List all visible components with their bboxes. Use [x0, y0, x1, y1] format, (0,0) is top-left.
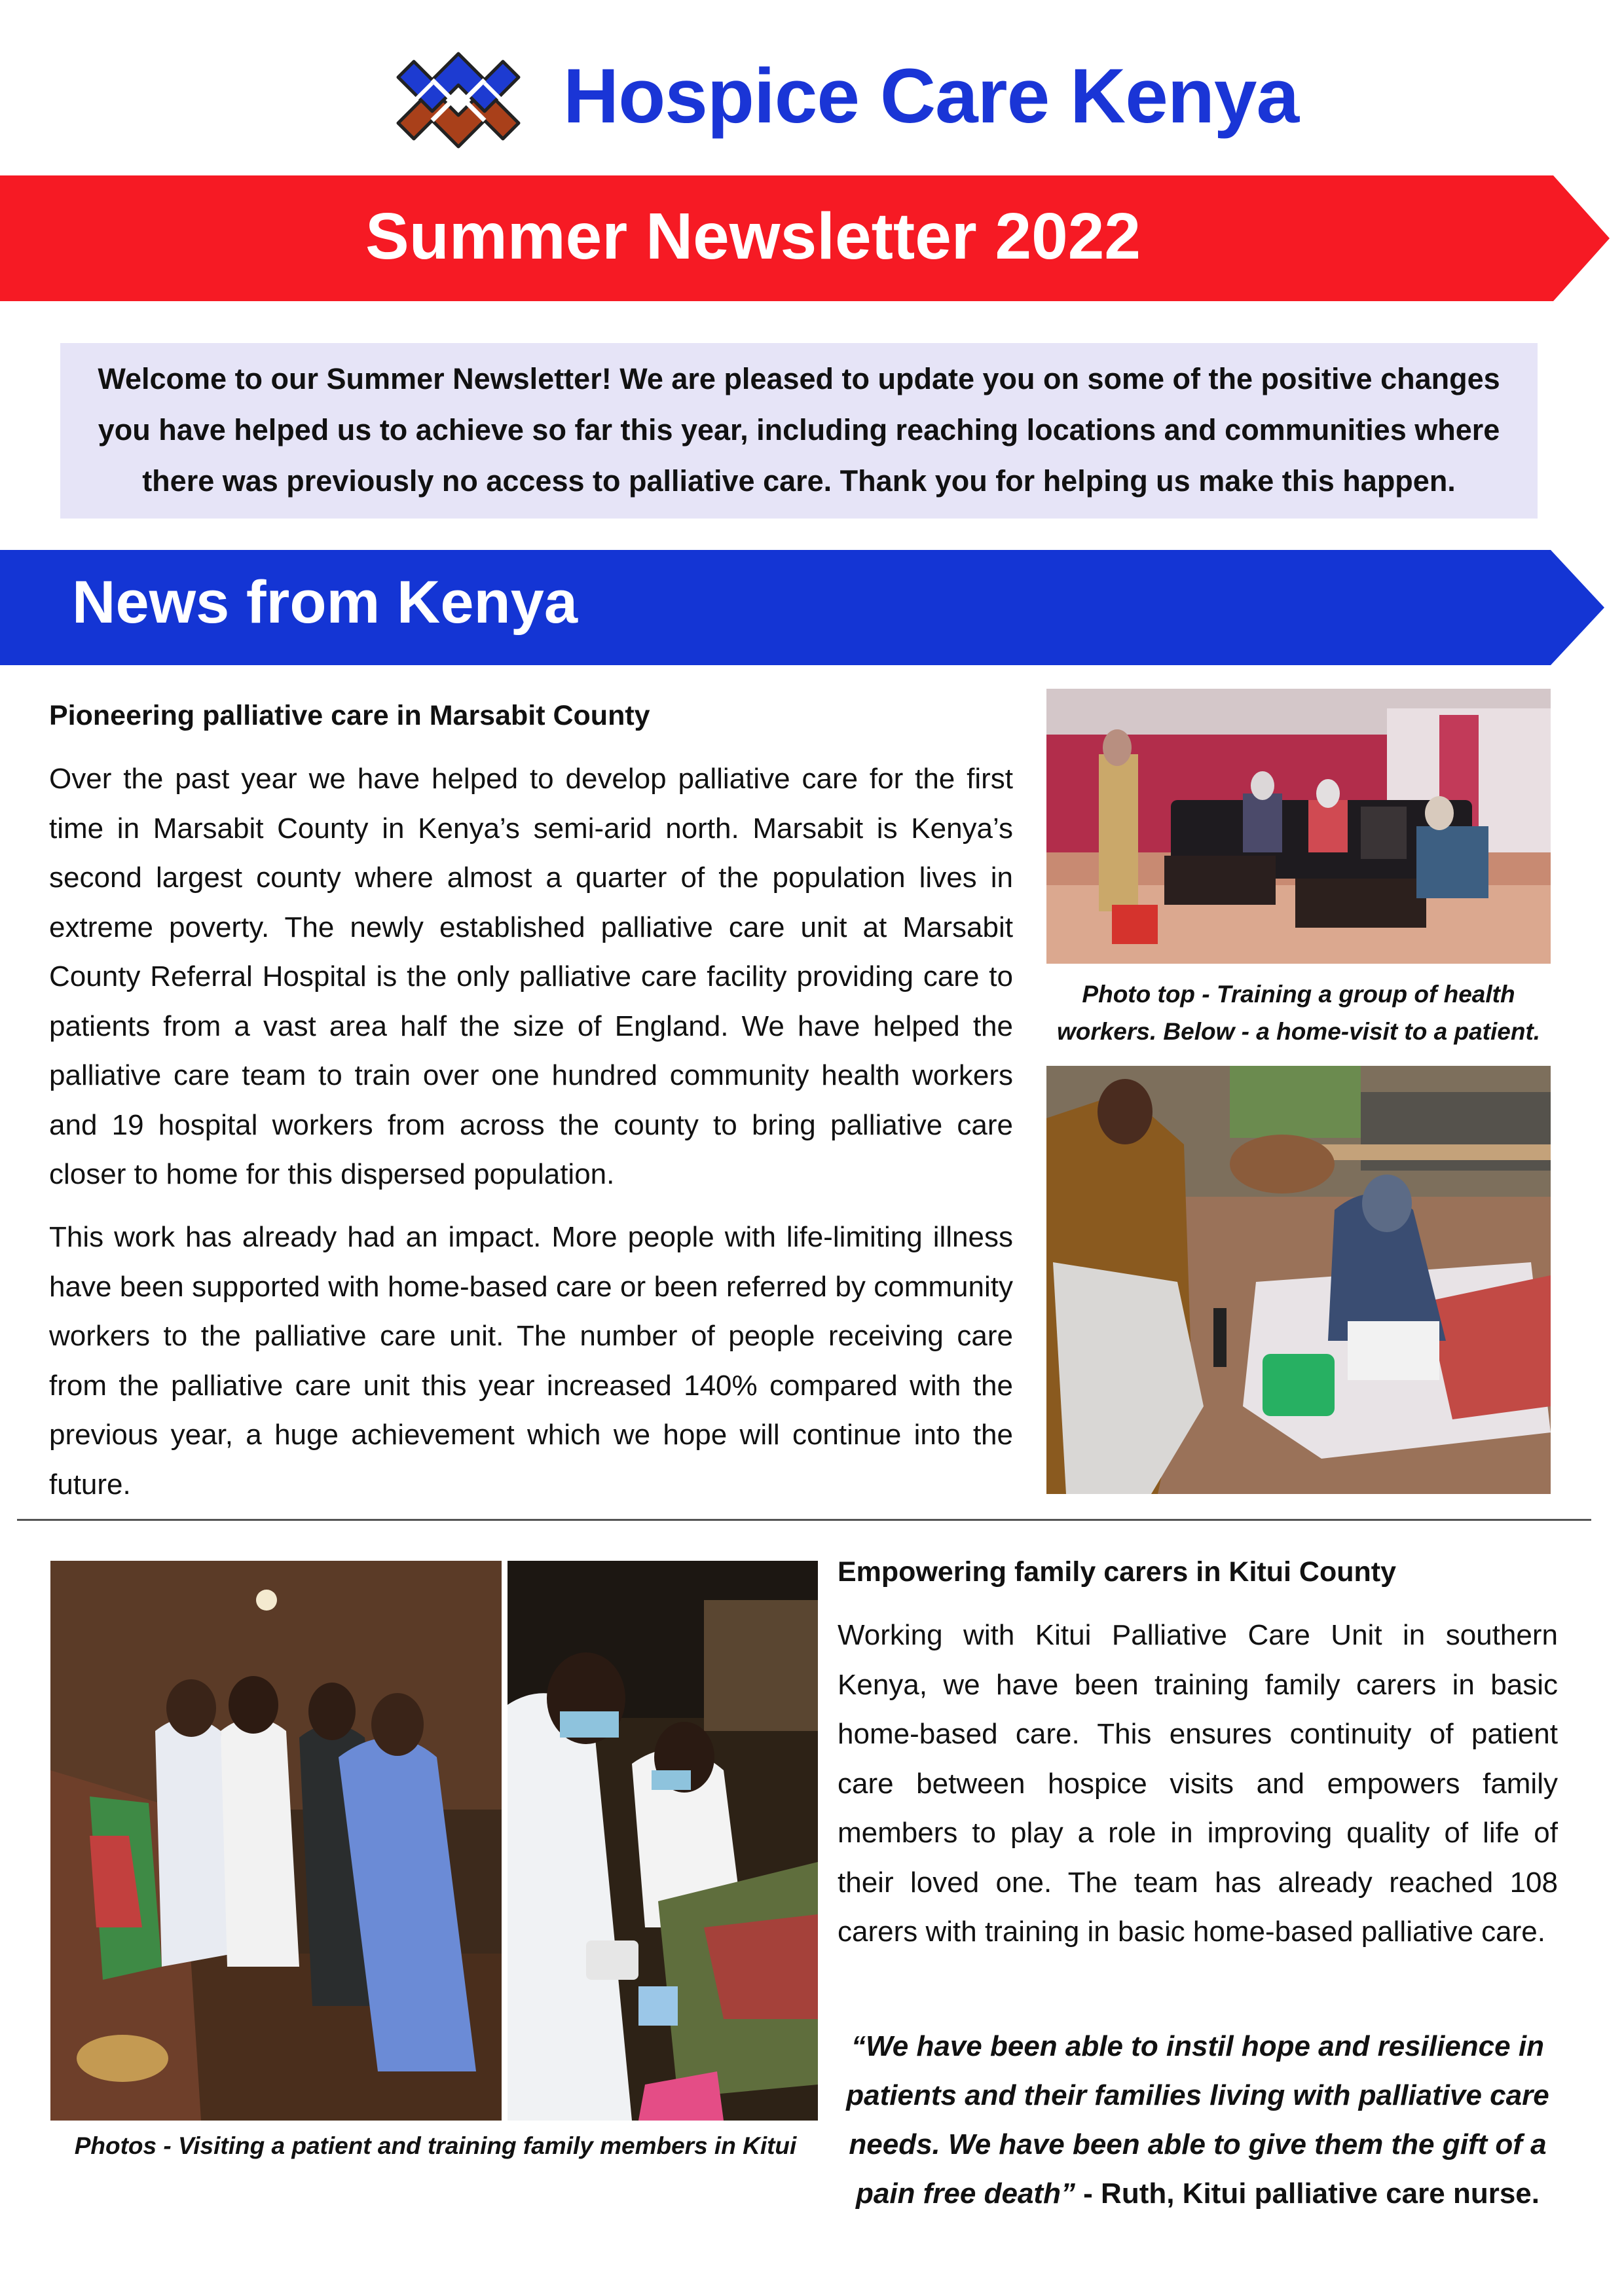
article-paragraph: Over the past year we have helped to develop palliative care for the first time in Marsabit County in Kenya’s semi-arid north. Marsabit is Kenya’s second largest county where almost a quarter of the population lives in extreme poverty. The newly established palliative care unit at Marsabit County Referral Hospital is the only palliative care facility providing care to patients from a vast area half the size of England. We have helped the palliative care team to train over one hundred community health workers and 19 hospital workers from across the county to bring palliative care closer to home for this dispersed population. [49, 763, 1013, 1190]
newsletter-banner [0, 175, 1624, 301]
photo-home-visit [1046, 1066, 1551, 1494]
article-heading-kitui: Empowering family carers in Kitui County [838, 1556, 1396, 1588]
section-banner [0, 550, 1624, 665]
quote-attribution: - Ruth, Kitui palliative care nurse. [1075, 2178, 1540, 2210]
article-paragraph: Working with Kitui Palliative Care Unit in southern Kenya, we have been training family carers in basic home-based care. This ensures continuity of patient care between hospice visits and empowers family members to play a role in improving quality of life of their loved one. The team has already reached 108 carers with training in basic home-based palliative care. [838, 1619, 1558, 1948]
photo-visiting-patient [50, 1561, 502, 2121]
photo-caption-bottom: Photos - Visiting a patient and training family members in Kitui [74, 2132, 797, 2159]
quote-text: “We have been able to instil hope and resilience in patients and their families living with palliative care needs. We have been able to give them the gift of a pain free death” [846, 2030, 1549, 2210]
photo-training-health-workers [1046, 689, 1551, 964]
photo-training-family-members [507, 1561, 818, 2121]
intro-text: Welcome to our Summer Newsletter! We are pleased to update you on some of the positive changes you have helped us to achieve so far this year, including reaching locations and communities where there was previously no access to palliative care. Thank you for helping us make this happen. [98, 362, 1500, 498]
section-divider [17, 1519, 1591, 1521]
organization-name: Hospice Care Kenya [563, 53, 1299, 139]
nurse-quote [832, 2022, 1564, 2218]
intro-box [60, 343, 1538, 519]
article-paragraph: This work has already had an impact. More people with life-limiting illness have been supported with home-based care or been referred by community workers to the palliative care unit. The number of people receiving care from the palliative care unit this year increased 140% compared with the previous year, a huge achievement which we hope will continue into the future. [49, 1221, 1013, 1501]
hospice-logo [386, 45, 537, 156]
section-title: News from Kenya [72, 569, 578, 636]
newsletter-title: Summer Newsletter 2022 [365, 200, 1141, 273]
photo-caption-top: Photo top - Training a group of health workers. Below - a home-visit to a patient. [1056, 981, 1541, 1045]
article-heading-marsabit: Pioneering palliative care in Marsabit County [49, 700, 650, 731]
